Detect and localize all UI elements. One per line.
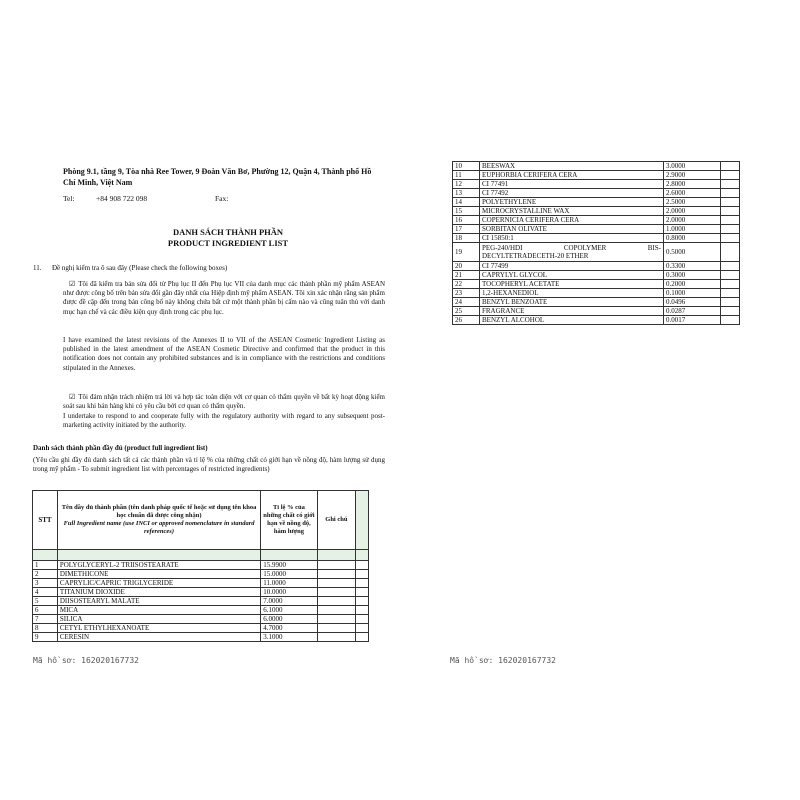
table-row [33, 561, 369, 570]
row-name: MICA [57, 606, 260, 615]
row-stt: 11 [453, 171, 480, 180]
footer-record-id: Mã hồ sơ: 162020167732 [33, 656, 139, 665]
row-note [317, 633, 356, 642]
row-stt: 25 [453, 307, 480, 316]
table-row [453, 162, 740, 171]
row-name: CAPRYLYL GLYCOL [480, 271, 664, 280]
row-name: CAPRYLIC/CAPRIC TRIGLYCERIDE [57, 579, 260, 588]
row-pct: 1.0000 [664, 225, 721, 234]
header-name [57, 491, 260, 550]
table-row [33, 570, 369, 579]
row-pct: 2.5000 [664, 198, 721, 207]
footer-record-id: Mã hồ sơ: 162020167732 [450, 656, 556, 665]
title-en: PRODUCT INGREDIENT LIST [167, 238, 289, 248]
row-name: MICROCRYSTALLINE WAX [480, 207, 664, 216]
row-note [721, 198, 740, 207]
row-margin [356, 570, 369, 579]
table-row [453, 234, 740, 243]
row-stt: 20 [453, 262, 480, 271]
section-number: 11. [33, 264, 42, 272]
row-name: 1,2-HEXANEDIOL [480, 289, 664, 298]
row-stt: 22 [453, 280, 480, 289]
row-name-part: COPOLYMER [563, 244, 607, 252]
checkbox-icon: ☑ [69, 393, 76, 401]
row-name: FRAGRANCE [480, 307, 664, 316]
row-name: COPERNICIA CERIFERA CERA [480, 216, 664, 225]
row-name-line-1 [482, 244, 661, 252]
row-pct: 11.0000 [261, 579, 317, 588]
declaration-vi-1 [63, 280, 385, 317]
row-pct: 2.9000 [664, 171, 721, 180]
row-stt: 8 [33, 624, 58, 633]
row-name: CETYL ETHYLHEXANOATE [57, 624, 260, 633]
row-name: TOCOPHERYL ACETATE [480, 280, 664, 289]
company-address: Phòng 9.1, tầng 9, Tòa nhà Ree Tower, 9 Đoàn Văn Bơ, Phường 12, Quận 4, Thành phố Hồ Chí Minh, Việt Nam [63, 167, 372, 187]
document-title [63, 227, 383, 249]
checkbox-icon: ☑ [69, 280, 76, 288]
para3-text: Tôi đảm nhận trách nhiệm trả lời và hợp tác toàn diện với cơ quan có thẩm quyền về bất kỳ hoạt động kiểm soát sau khi bán hàng khi có yêu cầu bởi cơ quan có thẩm quyền. [63, 393, 385, 411]
table-row [33, 633, 369, 642]
full-list-note: (Yêu cầu ghi đầy đủ danh sách tất cả các thành phần và tỉ lệ % của những chất có giới hạn về nồng độ, hàm lượng sử dụng trong mỹ phẩm - To submit ingredient list with percentages of restricted ingredients) [33, 456, 385, 473]
row-note [317, 606, 356, 615]
row-stt: 23 [453, 289, 480, 298]
row-name: CERESIN [57, 633, 260, 642]
table-header-row [33, 491, 369, 550]
row-margin [356, 606, 369, 615]
row-pct: 2.0000 [664, 216, 721, 225]
table-row [33, 624, 369, 633]
row-margin [356, 633, 369, 642]
tel-label: Tel: [63, 194, 75, 203]
row-stt: 26 [453, 316, 480, 325]
row-pct: 0.0496 [664, 298, 721, 307]
row-pct: 0.2000 [664, 280, 721, 289]
row-stt: 17 [453, 225, 480, 234]
row-name: POLYGLYCERYL-2 TRIISOSTEARATE [57, 561, 260, 570]
row-name-part: BIS- [647, 244, 661, 252]
section-text: Đề nghị kiểm tra ô sau đây (Please check the following boxes) [52, 264, 228, 272]
row-note [317, 570, 356, 579]
row-name [480, 243, 664, 262]
row-note [317, 561, 356, 570]
row-pct: 3.0000 [664, 162, 721, 171]
row-note [721, 280, 740, 289]
row-name-part: PEG-240/HDI [482, 244, 523, 252]
header-margin-cell [356, 491, 369, 550]
table-row [453, 171, 740, 180]
row-name: SILICA [57, 615, 260, 624]
row-name: DIMETHICONE [57, 570, 260, 579]
row-stt: 7 [33, 615, 58, 624]
row-note [721, 171, 740, 180]
fax-label: Fax: [215, 194, 229, 203]
row-name: EUPHORBIA CERIFERA CERA [480, 171, 664, 180]
row-note [721, 216, 740, 225]
row-pct: 0.0017 [664, 316, 721, 325]
row-stt: 10 [453, 162, 480, 171]
table-row [453, 180, 740, 189]
right-page [400, 0, 800, 800]
row-note [721, 307, 740, 316]
left-rows [33, 561, 369, 642]
row-note [721, 225, 740, 234]
row-margin [356, 624, 369, 633]
row-stt: 5 [33, 597, 58, 606]
row-note [721, 162, 740, 171]
header-name-vi: Tên đầy đủ thành phần (tên danh pháp quốc tế hoặc sử dụng tên khoa học chuẩn đã được công nhận) [61, 504, 257, 519]
table-row [453, 189, 740, 198]
row-stt: 18 [453, 234, 480, 243]
row-pct: 0.1000 [664, 289, 721, 298]
row-stt: 12 [453, 180, 480, 189]
table-row [33, 615, 369, 624]
row-note [317, 615, 356, 624]
table-row [33, 606, 369, 615]
ingredient-table-left [32, 490, 369, 642]
row-pct: 3.1000 [261, 633, 317, 642]
row-stt: 3 [33, 579, 58, 588]
row-note [721, 243, 740, 262]
row-margin [356, 561, 369, 570]
table-row [453, 271, 740, 280]
row-note [721, 180, 740, 189]
title-vi: DANH SÁCH THÀNH PHẦN [172, 227, 284, 237]
row-name: BENZYL ALCOHOL [480, 316, 664, 325]
row-name: SORBITAN OLIVATE [480, 225, 664, 234]
tel-value: +84 908 722 098 [96, 194, 148, 203]
row-name: TITANIUM DIOXIDE [57, 588, 260, 597]
row-stt: 9 [33, 633, 58, 642]
header-note: Ghi chú [317, 491, 356, 550]
row-pct: 15.9900 [261, 561, 317, 570]
para1-text: Tôi đã kiểm tra bản sửa đổi từ Phụ lục II đến Phụ lục VII của danh mục các thành phần mỹ phẩm ASEAN như được công bố trên bản sửa đổi gần đây nhất của Hiệp định mỹ phẩm ASEAN. Tôi xin xác nhận rằng sản phẩm được đề cập đến trong bản công bố này không chứa bất cứ một thành phần bị cấm nào và cũng tuân thủ với danh mục hạn chế và các điều kiện quy định trong các phụ lục. [63, 280, 385, 316]
row-pct: 6.1000 [261, 606, 317, 615]
table-row [453, 289, 740, 298]
row-note [721, 271, 740, 280]
row-pct: 6.0000 [261, 615, 317, 624]
table-row [33, 588, 369, 597]
header-name-en: Full Ingredient name (use INCI or approved nomenclature in standard references) [63, 520, 255, 535]
table-row [453, 316, 740, 325]
row-name: CI 15850:1 [480, 234, 664, 243]
row-stt: 6 [33, 606, 58, 615]
row-name: BENZYL BENZOATE [480, 298, 664, 307]
row-pct: 7.0000 [261, 597, 317, 606]
row-note [317, 624, 356, 633]
table-row [453, 207, 740, 216]
row-note [317, 588, 356, 597]
row-note [721, 298, 740, 307]
table-row [453, 280, 740, 289]
row-pct: 2.6000 [664, 189, 721, 198]
row-margin [356, 588, 369, 597]
table-row [453, 243, 740, 262]
right-rows [453, 162, 740, 325]
row-note [721, 207, 740, 216]
row-stt: 14 [453, 198, 480, 207]
row-note [317, 597, 356, 606]
table-row [453, 307, 740, 316]
row-note [317, 579, 356, 588]
row-pct: 0.3300 [664, 262, 721, 271]
declaration-en-1: I have examined the latest revisions of the Annexes II to VII of the ASEAN Cosmetic Ingredient Listing as published in the latest amendment of the ASEAN Cosmetic Directive and confirmed that the product in this notification does not contain any prohibited substances and is in compliance with the restrictions and conditions stipulated in the Annexes. [63, 336, 385, 372]
row-pct: 2.8000 [664, 180, 721, 189]
table-row [33, 597, 369, 606]
table-row [453, 198, 740, 207]
row-name: CI 77491 [480, 180, 664, 189]
table-row [453, 298, 740, 307]
row-note [721, 262, 740, 271]
row-pct: 0.8000 [664, 234, 721, 243]
row-name-line-2: DECYLTETRADECETH-20 ETHER [482, 252, 589, 260]
table-row [33, 579, 369, 588]
row-margin [356, 579, 369, 588]
full-list-heading: Danh sách thành phần đầy đủ (product full ingredient list) [33, 444, 208, 452]
row-margin [356, 615, 369, 624]
row-name: DIISOSTEARYL MALATE [57, 597, 260, 606]
row-stt: 15 [453, 207, 480, 216]
row-pct: 4.7000 [261, 624, 317, 633]
declaration-vi-2 [63, 393, 385, 411]
header-pct: Tỉ lệ % của những chất có giới hạn về nồng độ, hàm lượng [261, 491, 317, 550]
header-stt: STT [33, 491, 58, 550]
row-note [721, 234, 740, 243]
row-pct: 0.3000 [664, 271, 721, 280]
row-pct: 10.0000 [261, 588, 317, 597]
row-note [721, 189, 740, 198]
row-stt: 2 [33, 570, 58, 579]
row-stt: 24 [453, 298, 480, 307]
table-row [453, 262, 740, 271]
row-stt: 4 [33, 588, 58, 597]
row-pct: 15.0000 [261, 570, 317, 579]
row-pct: 2.0000 [664, 207, 721, 216]
ingredient-table-right [452, 161, 740, 325]
row-stt: 1 [33, 561, 58, 570]
row-note [721, 289, 740, 298]
row-pct: 0.5000 [664, 243, 721, 262]
row-stt: 16 [453, 216, 480, 225]
declaration-en-2: I undertake to respond to and cooperate fully with the regulatory authority with regard to any subsequent post-marketing activity initiated by the authority. [63, 412, 385, 430]
row-margin [356, 597, 369, 606]
row-stt: 19 [453, 243, 480, 262]
row-stt: 21 [453, 271, 480, 280]
table-band-row [33, 550, 369, 561]
row-name: CI 77492 [480, 189, 664, 198]
table-row [453, 216, 740, 225]
row-note [721, 316, 740, 325]
row-name: POLYETHYLENE [480, 198, 664, 207]
row-pct: 0.0287 [664, 307, 721, 316]
row-stt: 13 [453, 189, 480, 198]
row-name: BEESWAX [480, 162, 664, 171]
table-row [453, 225, 740, 234]
row-name: CI 77499 [480, 262, 664, 271]
